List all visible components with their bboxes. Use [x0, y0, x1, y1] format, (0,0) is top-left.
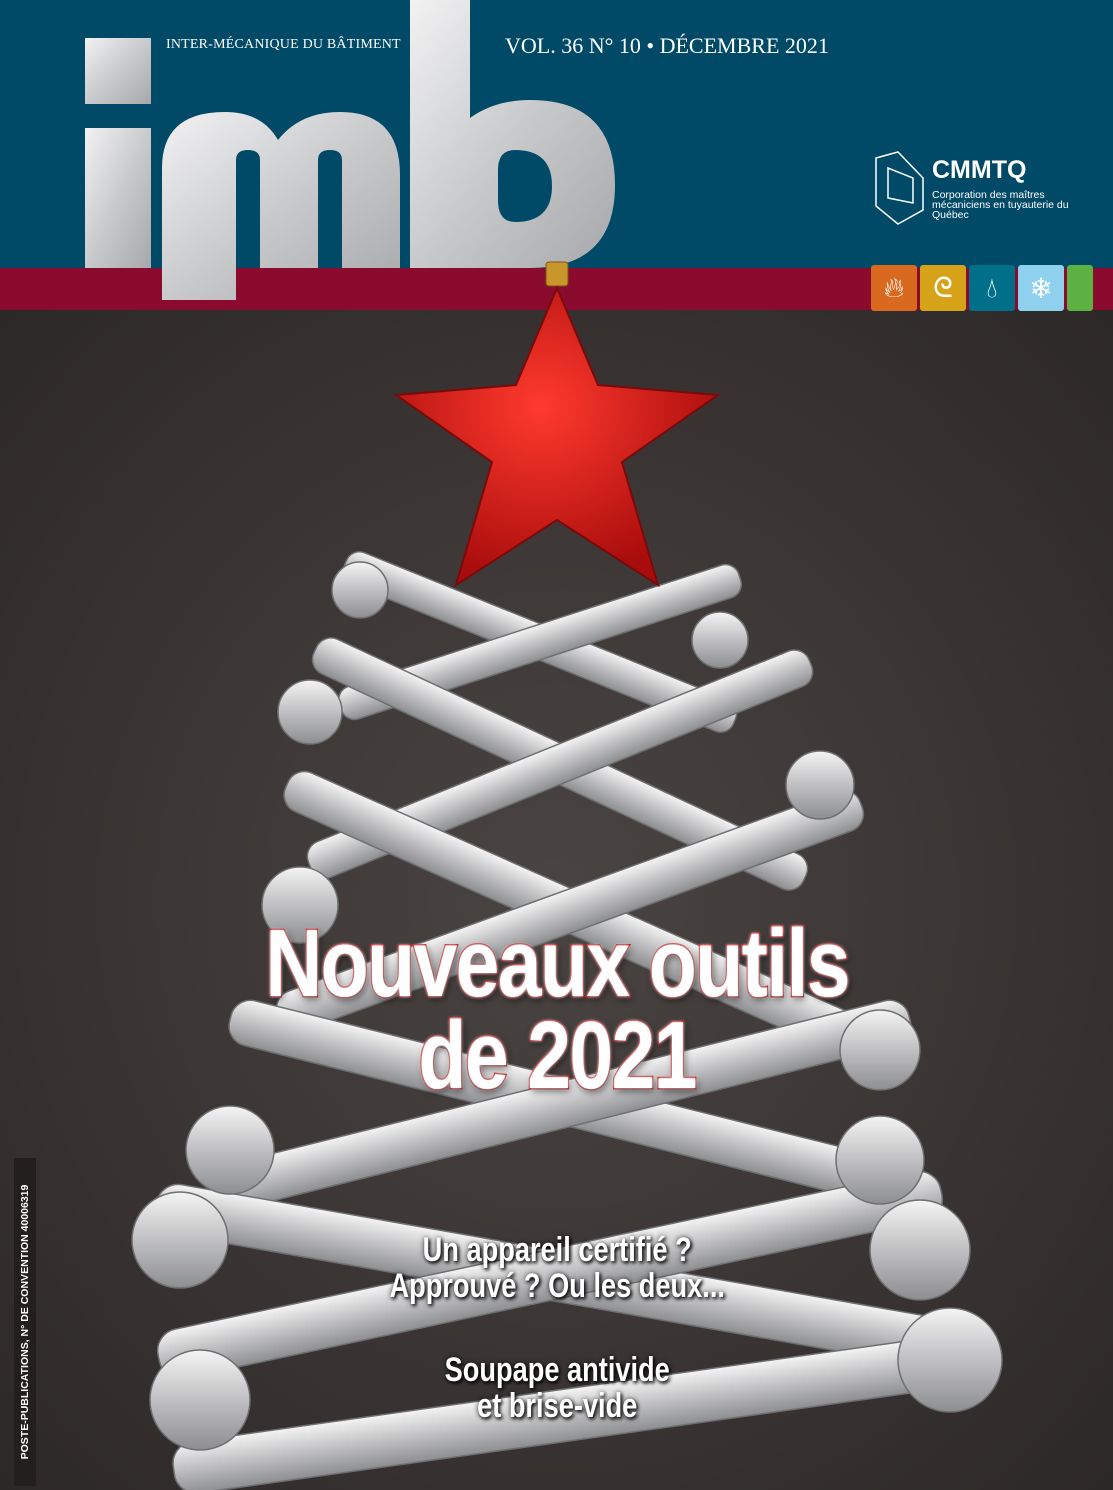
flame-icon: 🔥︎	[871, 265, 917, 311]
teaser-certified-appliance	[112, 1232, 1002, 1304]
cmmtq-title: CMMTQ	[932, 156, 1027, 184]
cover-headline	[101, 910, 1014, 1109]
snowflake-icon: ❄	[1018, 265, 1064, 311]
issue-info: VOL. 36 N° 10 • DÉCEMBRE 2021	[505, 33, 829, 58]
teaser-line: Soupape antivide	[444, 1351, 670, 1389]
postal-convention-text: POSTE-PUBLICATIONS, N° DE CONVENTION 40006319	[19, 1184, 31, 1460]
star-ornament	[396, 262, 718, 585]
headline-line-1: Nouveaux outils	[265, 910, 849, 1017]
wind-icon: ᘓ	[920, 265, 966, 311]
teaser-line: Approuvé ? Ou les deux...	[389, 1267, 725, 1305]
headline-line-2: de 2021	[418, 1002, 696, 1109]
teaser-line: et brise-vide	[477, 1387, 638, 1425]
magazine-tagline: INTER-MÉCANIQUE DU BÂTIMENT	[166, 37, 401, 52]
postal-convention-strip	[14, 1158, 36, 1486]
cmmtq-subtitle: Corporation des maîtres mécaniciens en tuyauterie du Québec	[932, 189, 1069, 221]
teaser-vacuum-breaker	[112, 1352, 1002, 1424]
teaser-line: Un appareil certifié ?	[422, 1231, 692, 1269]
water-drop-icon: 💧︎	[969, 265, 1015, 311]
